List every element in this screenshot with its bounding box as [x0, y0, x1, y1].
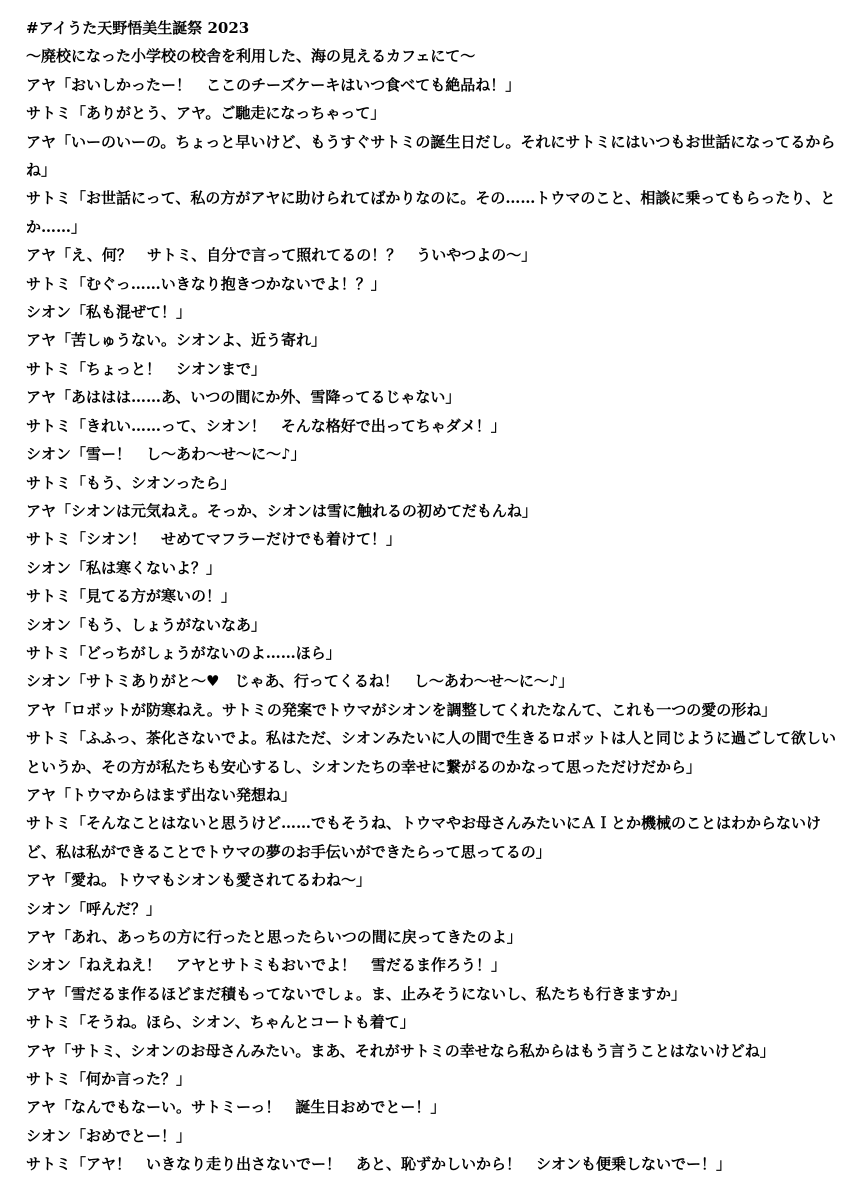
dialogue-line: シオン「サトミありがと～♥ じゃあ、行ってくるね！ し～あわ～せ～に～♪」 [26, 672, 574, 691]
dialogue-line: アヤ「トウマからはまず出ない発想ね」 [26, 785, 297, 804]
dialogue-line: サトミ「ふふっ、茶化さないでよ。私はただ、シオンみたいに人の間で生きるロボットは人と同じように過ごして欲しいというか、その方が私たちも安心するし、シオンたちの幸せに繋がるのかなって思っただけだから」 [26, 729, 837, 776]
dialogue-line: シオン「私は寒くないよ？」 [26, 558, 222, 577]
dialogue-line: アヤ「なんでもなーい。サトミーっ！ 誕生日おめでとー！」 [26, 1098, 446, 1117]
dialogue-line: サトミ「どっちがしょうがないのよ……ほら」 [26, 643, 341, 662]
document-subtitle: ～廃校になった小学校の校舎を利用した、海の見えるカフェにて～ [26, 47, 476, 66]
dialogue-line: サトミ「ちょっと！ シオンまで」 [26, 359, 267, 378]
dialogue-line: サトミ「そんなことはないと思うけど……でもそうね、トウマやお母さんみたいにＡＩとか機械のことはわからないけど、私は私ができることでトウマの夢のお手伝いができたらって思ってるの」 [26, 814, 822, 861]
dialogue-line: アヤ「苦しゅうない。シオンよ、近う寄れ」 [26, 331, 327, 350]
dialogue-line: サトミ「何か言った？」 [26, 1070, 192, 1089]
document-title: #アイうた天野悟美生誕祭 2023 [26, 19, 250, 37]
dialogue-line: アヤ「いーのいーの。ちょっと早いけど、もうすぐサトミの誕生日だし。それにサトミにはいつもお世話になってるからね」 [26, 132, 836, 180]
dialogue-line: サトミ「そうね。ほら、シオン、ちゃんとコートも着て」 [26, 1013, 415, 1032]
dialogue-line: アヤ「あれ、あっちの方に行ったと思ったらいつの間に戻ってきたのよ」 [26, 928, 522, 946]
dialogue-line: サトミ「見てる方が寒いの！」 [26, 587, 237, 606]
dialogue-line: アヤ「雪だるま作るほどまだ積もってないでしょ。ま、止みそうにないし、私たちも行きますか」 [26, 984, 687, 1003]
dialogue-line: サトミ「もう、シオンったら」 [26, 473, 236, 492]
dialogue-line: アヤ「おいしかったー！ ここのチーズケーキはいつ食べても絶品ね！」 [26, 75, 521, 94]
dialogue-line: サトミ「むぐっ……いきなり抱きつかないでよ！？」 [26, 274, 386, 293]
dialogue-line: サトミ「シオン！ せめてマフラーだけでも着けて！」 [26, 530, 402, 549]
dialogue-line: アヤ「え、何？ サトミ、自分で言って照れてるの！？ ういやつよの～」 [26, 246, 537, 265]
dialogue-line: シオン「もう、しょうがないなあ」 [26, 615, 267, 634]
dialogue-line: アヤ「ロボットが防寒ねえ。サトミの発案でトウマがシオンを調整してくれたなんて、これも一つの愛の形ね」 [26, 700, 777, 719]
dialogue-list [26, 71, 838, 1179]
dialogue-line: シオン「雪ー！ し～あわ～せ～に～♪」 [26, 445, 306, 464]
dialogue-line: サトミ「アヤ！ いきなり走り出さないでー！ あと、恥ずかしいから！ シオンも便乗しないでー！」 [26, 1155, 732, 1174]
dialogue-line: シオン「私も混ぜて！」 [26, 303, 192, 322]
dialogue-line: アヤ「あははは……あ、いつの間にか外、雪降ってるじゃない」 [26, 388, 461, 407]
dialogue-line: アヤ「シオンは元気ねえ。そっか、シオンは雪に触れるの初めてだもんね」 [26, 501, 537, 520]
dialogue-line: サトミ「きれい……って、シオン！ そんな格好で出ってちゃダメ！」 [26, 416, 506, 435]
dialogue-line: サトミ「ありがとう、アヤ。ご馳走になっちゃって」 [26, 104, 386, 123]
dialogue-line: アヤ「愛ね。トウマもシオンも愛されてるわね～」 [26, 871, 372, 890]
dialogue-line: サトミ「お世話にって、私の方がアヤに助けられてばかりなのに。その……トウマのこと、相談に乗ってもらったり、とか……」 [26, 189, 836, 236]
dialogue-line: アヤ「サトミ、シオンのお母さんみたい。まあ、それがサトミの幸せなら私からはもう言うことはないけどね」 [26, 1041, 775, 1060]
dialogue-line: シオン「ねえねえ！ アヤとサトミもおいでよ！ 雪だるま作ろう！」 [26, 956, 507, 975]
dialogue-line: シオン「おめでとー！」 [26, 1126, 192, 1145]
document-body [26, 14, 838, 1179]
dialogue-line: シオン「呼んだ？」 [26, 899, 162, 918]
